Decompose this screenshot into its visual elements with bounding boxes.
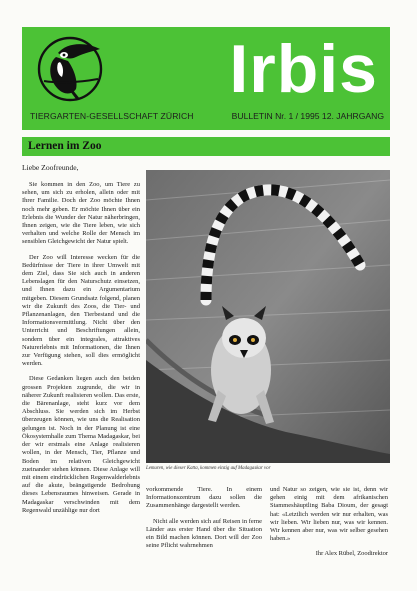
paragraph: Der Zoo will Interesse wecken für die Bedürfnisse der Tiere in ihrer Umwelt mit dem Ziel, dass Sie sich auch in anderen Lebenslagen für den Naturschutz einsetzen, und Ihnen dazu ein Argumentarium mitgeben. Diesem Grundsatz folgend, planen wir die Zukunft des Zoos, die Tier- und Pflanzenanlagen, den Tierbestand und die Informationsvermittlung. Nicht über den Unterricht und Beschriftungen allein, sondern über ein integrales, attraktives Naturerlebnis mit Informationen, die Ihnen zur Verfügung stehen, soll dies ermöglicht werden. — [22, 253, 140, 368]
article-title: Lernen im Zoo — [28, 140, 102, 152]
signature: Ihr Alex Rübel, Zoodirektor — [315, 550, 388, 558]
text-column-1 — [22, 181, 140, 522]
paragraph: und Natur so zeigen, wie sie ist, denn wir gehen einig mit dem afrikanischen Stammeshäuptling Baba Dioum, der gesagt hat: «Letztlich werden wir nur erhalten, was wir lieben. Wir lieben nur, was wir kennen. Wir kennen aber nur, was wir selber gesehen haben.» — [270, 486, 388, 543]
newsletter-title: Irbis — [229, 31, 378, 107]
masthead — [22, 27, 390, 130]
lemur-photo — [146, 170, 390, 463]
paragraph: Diese Gedanken liegen auch den beiden grossen Projekten zugrunde, die wir in näherer Zukunft realisieren wollen. Das erste, die Bärenanlage, steht kurz vor dem Abschluss. Sie werden sich im Herbst überzeugen können, wie uns die Realisation gelungen ist. Noch in der Planung ist eine Ökosystemhalle zum Thema Madagaskar, bei der wir erstmals eine Anlage realisieren wollen, in der Mensch, Tier, Pflanze und Boden im relativen Gleichgewicht zueinander stehen können. Diese Anlage will mit einem eindrücklichen Regenwalderlebnis auf die akute, beängstigende Bedrohung dieses Lebensraumes hinweisen. Gerade in Madagaskar verschwinden mit dem Regenwald unzählige nur dort — [22, 375, 140, 514]
photo-caption: Lemuren, wie dieser Katta, kommen einzig auf Madagaskar vor — [146, 466, 271, 471]
publisher-name: TIERGARTEN-GESELLSCHAFT ZÜRICH — [30, 111, 194, 121]
paragraph: vorkommende Tiere. In einem Informationszentrum dazu sollen die Zusammenhänge dargestellt werden. — [146, 486, 262, 510]
issue-info: BULLETIN Nr. 1 / 1995 12. JAHRGANG — [231, 111, 384, 121]
text-column-2 — [146, 486, 262, 557]
paragraph: Sie kommen in den Zoo, um Tiere zu sehen, um sich zu erholen, allein oder mit Ihrer Familie. Doch der Zoo möchte Ihnen noch mehr geben. Er möchte Ihnen über ein Erlebnis die Wunder der Natur näherbringen, Ihnen zeigen, wie die Tiere leben, wie sich verhalten und welche Rolle der Mensch im sensiblen Gleichgewicht der Natur spielt. — [22, 181, 140, 246]
text-column-3 — [270, 486, 388, 566]
paragraph: Nicht alle werden sich auf Reisen in ferne Länder aus erster Hand über die Situation ein Bild machen können. Dort will der Zoo seine Pflicht wahrnehmen — [146, 517, 262, 550]
greeting: Liebe Zoofreunde, — [22, 163, 79, 172]
article-title-bar — [22, 137, 390, 156]
toucan-logo-icon — [36, 33, 108, 105]
